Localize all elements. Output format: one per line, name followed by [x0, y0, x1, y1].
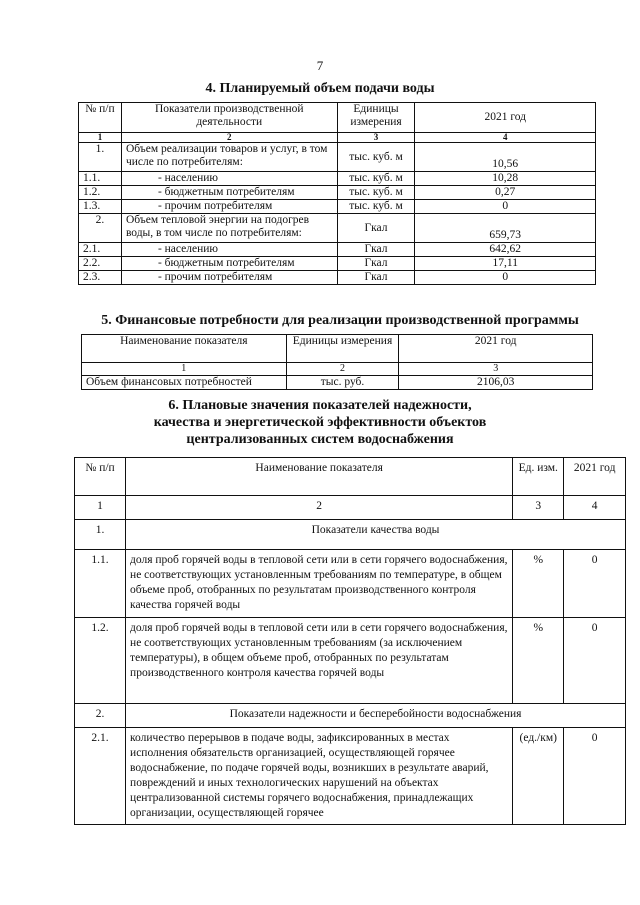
row-value: 0 — [415, 271, 596, 285]
row-unit: Гкал — [337, 257, 415, 271]
row-name: доля проб горячей воды в тепловой сети или в сети горячего водоснабжения, не соответствующих установленным требованиям (за исключением температуры), в общем объеме проб, отобранных по результатам производственного контроля качества горячей воды — [126, 618, 513, 704]
column-number-row — [75, 496, 626, 520]
header-row — [82, 335, 593, 363]
col-num: 1 — [82, 363, 287, 376]
table-row — [75, 618, 626, 704]
group-row — [75, 520, 626, 550]
row-unit: тыс. куб. м — [337, 200, 415, 214]
row-unit: тыс. куб. м — [337, 143, 415, 172]
table-row — [79, 143, 596, 172]
supply-volume-table — [78, 102, 596, 285]
row-number: 2.3. — [79, 271, 122, 285]
header-unit: Единицы измерения — [286, 335, 399, 363]
row-unit: (ед./км) — [513, 728, 564, 825]
row-number: 1.1. — [75, 550, 126, 618]
reliability-indicators-table — [74, 457, 626, 825]
row-value: 642,62 — [415, 243, 596, 257]
title-line: централизованных систем водоснабжения — [186, 432, 454, 447]
column-number-row — [79, 133, 596, 143]
col-num: 1 — [79, 133, 122, 143]
row-number: 2.2. — [79, 257, 122, 271]
table-row — [82, 376, 593, 390]
financial-needs-table — [81, 334, 593, 390]
row-unit: % — [513, 550, 564, 618]
row-name: - бюджетным потребителям — [121, 186, 337, 200]
row-name: - прочим потребителям — [121, 200, 337, 214]
row-unit: тыс. руб. — [286, 376, 399, 390]
row-value: 17,11 — [415, 257, 596, 271]
table-row — [75, 550, 626, 618]
col-num: 2 — [286, 363, 399, 376]
table-row — [79, 243, 596, 257]
table-row — [79, 257, 596, 271]
row-number: 2.1. — [79, 243, 122, 257]
row-number: 1.1. — [79, 172, 122, 186]
row-number: 2. — [79, 214, 122, 243]
table-row — [79, 271, 596, 285]
row-value: 659,73 — [415, 214, 596, 243]
row-number: 2.1. — [75, 728, 126, 825]
group-name: Показатели надежности и бесперебойности водоснабжения — [126, 704, 626, 728]
col-num: 2 — [126, 496, 513, 520]
table-row — [79, 214, 596, 243]
row-name: доля проб горячей воды в тепловой сети или в сети горячего водоснабжения, не соответствующих установленным требованиям по температуре, в общем объеме проб, отобранных по результатам производственного контроля качества горячей воды — [126, 550, 513, 618]
section-5-title: 5. Финансовые потребности для реализации производственной программы — [101, 313, 579, 328]
table-row — [75, 728, 626, 825]
header-indicator: Наименование показателя — [126, 458, 513, 496]
row-value: 0 — [415, 200, 596, 214]
row-value: 0 — [564, 550, 626, 618]
col-num: 3 — [513, 496, 564, 520]
row-name: - прочим потребителям — [121, 271, 337, 285]
header-number: № п/п — [75, 458, 126, 496]
row-name: Объем реализации товаров и услуг, в том числе по потребителям: — [121, 143, 337, 172]
row-value: 2106,03 — [399, 376, 593, 390]
row-value: 10,56 — [415, 143, 596, 172]
col-num: 3 — [337, 133, 415, 143]
header-indicator: Показатели производственной деятельности — [121, 103, 337, 133]
title-line: 6. Плановые значения показателей надежности, — [168, 398, 472, 413]
row-unit: тыс. куб. м — [337, 172, 415, 186]
row-number: 1.2. — [79, 186, 122, 200]
column-number-row — [82, 363, 593, 376]
page-number: 7 — [316, 58, 324, 73]
header-year: 2021 год — [415, 103, 596, 133]
row-number: 2. — [75, 704, 126, 728]
section-4-title: 4. Планируемый объем подачи воды — [205, 81, 435, 96]
row-name: Объем тепловой энергии на подогрев воды, в том числе по потребителям: — [121, 214, 337, 243]
row-name: Объем финансовых потребностей — [82, 376, 287, 390]
row-value: 0 — [564, 728, 626, 825]
col-num: 3 — [399, 363, 593, 376]
row-number: 1.2. — [75, 618, 126, 704]
row-unit: % — [513, 618, 564, 704]
row-value: 0,27 — [415, 186, 596, 200]
header-indicator: Наименование показателя — [82, 335, 287, 363]
header-year: 2021 год — [399, 335, 593, 363]
col-num: 4 — [564, 496, 626, 520]
header-row — [79, 103, 596, 133]
row-unit: Гкал — [337, 243, 415, 257]
row-name: - населению — [121, 172, 337, 186]
row-unit: Гкал — [337, 214, 415, 243]
row-number: 1. — [75, 520, 126, 550]
col-num: 2 — [121, 133, 337, 143]
header-row — [75, 458, 626, 496]
row-number: 1. — [79, 143, 122, 172]
col-num: 1 — [75, 496, 126, 520]
header-unit: Ед. изм. — [513, 458, 564, 496]
row-number: 1.3. — [79, 200, 122, 214]
row-name: - населению — [121, 243, 337, 257]
row-unit: тыс. куб. м — [337, 186, 415, 200]
table-row — [79, 186, 596, 200]
row-value: 0 — [564, 618, 626, 704]
row-unit: Гкал — [337, 271, 415, 285]
group-name: Показатели качества воды — [126, 520, 626, 550]
col-num: 4 — [415, 133, 596, 143]
group-row — [75, 704, 626, 728]
table-row — [79, 200, 596, 214]
header-unit: Единицы измерения — [337, 103, 415, 133]
header-number: № п/п — [79, 103, 122, 133]
header-year: 2021 год — [564, 458, 626, 496]
row-name: - бюджетным потребителям — [121, 257, 337, 271]
row-value: 10,28 — [415, 172, 596, 186]
row-name: количество перерывов в подаче воды, зафиксированных в местах исполнения обязательств организацией, осуществляющей горячее водоснабжение, по подаче горячей воды, возникших в результате аварий, повреждений и иных технологических нарушений на объектах централизованной системы горячего водоснабжения, принадлежащих организации, осуществляющей горячее — [126, 728, 513, 825]
title-line: качества и энергетической эффективности объектов — [153, 415, 487, 430]
section-6-title — [120, 397, 520, 448]
table-row — [79, 172, 596, 186]
